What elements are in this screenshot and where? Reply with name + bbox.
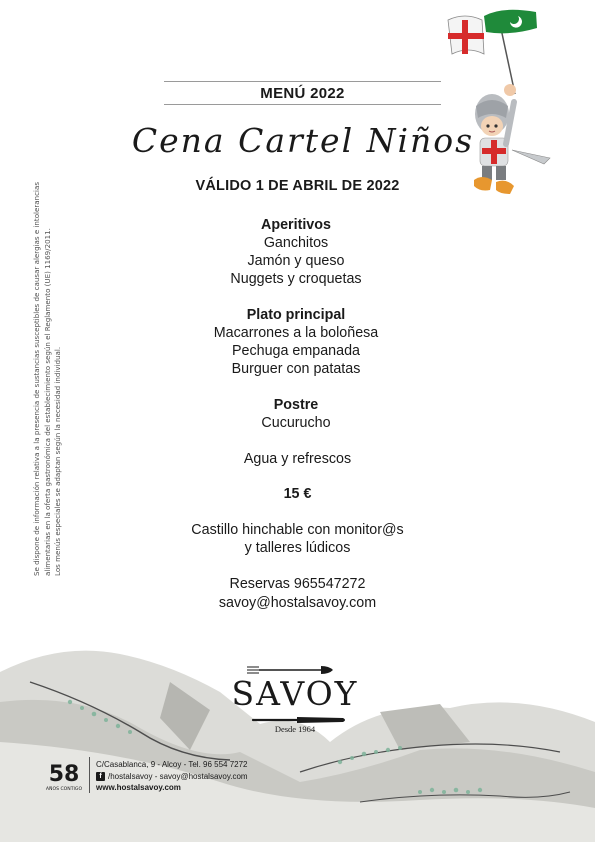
- footer-web[interactable]: www.hostalsavoy.com: [96, 783, 181, 792]
- menu-item: Macarrones a la boloñesa: [213, 325, 379, 341]
- menu-item: Cucurucho: [261, 415, 331, 431]
- section-heading: Aperitivos: [261, 217, 331, 233]
- brand-name: SAVOY: [231, 674, 359, 713]
- valid-date: VÁLIDO 1 DE ABRIL DE 2022: [195, 178, 400, 194]
- drinks: Agua y refrescos: [243, 451, 352, 467]
- fork-icon: [225, 664, 365, 676]
- anniversary-caption: AÑOS CONTIGO: [45, 787, 83, 792]
- footer-social-row: [96, 771, 248, 783]
- flag-icon: [448, 10, 537, 94]
- knight-illustration: [440, 2, 590, 207]
- knife-icon: [225, 714, 365, 726]
- script-title: [128, 112, 478, 172]
- section-aperitivos: [146, 216, 446, 288]
- footer-divider: [89, 757, 90, 793]
- facebook-icon[interactable]: f: [96, 772, 105, 781]
- allergen-note-line: Se dispone de información relativa a la presencia de sustancias susceptibles de causar alergias e intolerancias: [32, 181, 41, 576]
- footer-social[interactable]: /hostalsavoy - savoy@hostalsavoy.com: [108, 771, 248, 781]
- menu-item: Jamón y queso: [247, 253, 345, 269]
- footer-contact: [96, 759, 248, 794]
- price: 15 €: [283, 486, 312, 502]
- allergen-note-line: Los menús especiales se adaptan según la necesidad individual.: [53, 346, 62, 576]
- allergen-note-line: alimentarias en la oferta gastronómica del establecimiento según el Reglamento (UE) 1169/2011.: [42, 228, 52, 576]
- section-plato-principal: [146, 306, 446, 378]
- section-postre: [146, 396, 446, 432]
- reservations-phone: Reservas 965547272: [229, 576, 366, 592]
- menu-year: MENÚ 2022: [260, 85, 345, 102]
- extras-line: Castillo hinchable con monitor@s: [191, 522, 404, 538]
- menu-item: Burguer con patatas: [231, 361, 361, 377]
- brand-since: Desde 1964: [274, 724, 316, 734]
- menu-item: Pechuga empanada: [232, 343, 360, 359]
- extras-line: y talleres lúdicos: [244, 540, 351, 556]
- savoy-logo: [225, 664, 365, 734]
- footer-address: C/Casablanca, 9 - Alcoy - Tel. 96 554 7272: [96, 760, 248, 769]
- knight-figure: [474, 84, 550, 194]
- anniversary-badge: [44, 759, 84, 793]
- section-heading: Plato principal: [246, 307, 346, 323]
- script-title-text: Cena Cartel Niños: [131, 121, 475, 160]
- header-rule-top: [164, 81, 441, 82]
- menu-item: Nuggets y croquetas: [230, 271, 362, 287]
- anniversary-number: 58: [48, 762, 80, 787]
- reservations-email[interactable]: savoy@hostalsavoy.com: [218, 595, 377, 611]
- header-rule-bottom: [164, 104, 441, 105]
- menu-item: Ganchitos: [263, 235, 329, 251]
- section-heading: Postre: [273, 397, 319, 413]
